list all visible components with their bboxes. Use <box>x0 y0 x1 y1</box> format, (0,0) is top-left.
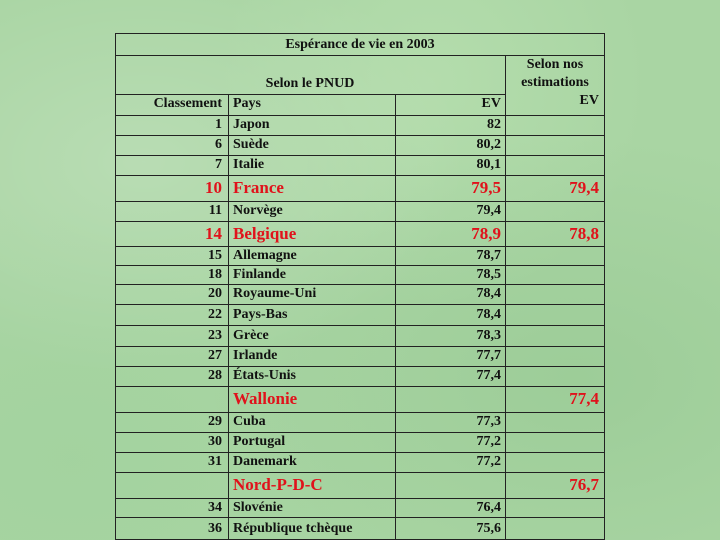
column-line <box>228 94 229 540</box>
country-cell: Danemark <box>233 454 297 469</box>
header-estimations-line1: Selon nos <box>526 57 584 72</box>
country-cell: Slovénie <box>233 500 283 515</box>
ev-cell: 79,5 <box>471 178 501 197</box>
row-line <box>115 472 605 473</box>
row-line <box>115 452 605 453</box>
country-cell: Irlande <box>233 348 278 363</box>
ev-cell: 78,7 <box>476 248 501 263</box>
rank-cell: 18 <box>208 267 222 282</box>
rank-cell: 23 <box>208 328 222 343</box>
rank-cell: 31 <box>208 454 222 469</box>
estimation-cell: 76,7 <box>569 475 599 494</box>
country-cell: Suède <box>233 137 269 152</box>
row-line <box>115 284 605 285</box>
country-cell: Italie <box>233 157 265 172</box>
frame-top <box>115 33 605 34</box>
rank-cell: 34 <box>208 500 222 515</box>
rank-cell: 14 <box>205 224 222 243</box>
row-line <box>115 498 605 499</box>
row-line <box>115 386 605 387</box>
country-cell: Nord-P-D-C <box>233 475 323 494</box>
life-expectancy-table <box>115 33 605 540</box>
ev-cell: 78,3 <box>476 328 501 343</box>
header-classement: Classement <box>153 96 222 111</box>
rank-cell: 1 <box>215 117 222 132</box>
country-cell: Cuba <box>233 414 266 429</box>
ev-cell: 75,6 <box>476 521 501 536</box>
header-line <box>115 55 605 56</box>
row-line <box>115 135 605 136</box>
row-line <box>115 346 605 347</box>
column-line <box>505 55 506 540</box>
row-line <box>115 325 605 326</box>
ev-cell: 76,4 <box>476 500 501 515</box>
row-line <box>115 155 605 156</box>
ev-cell: 78,5 <box>476 267 501 282</box>
row-line <box>115 517 605 518</box>
row-line <box>115 432 605 433</box>
header-line <box>115 94 505 95</box>
country-cell: France <box>233 178 284 197</box>
ev-cell: 77,4 <box>476 368 501 383</box>
header-pnud: Selon le PNUD <box>265 76 355 91</box>
rank-cell: 36 <box>208 521 222 536</box>
estimation-cell: 77,4 <box>569 389 599 408</box>
ev-cell: 77,2 <box>476 454 501 469</box>
ev-cell: 82 <box>487 117 501 132</box>
ev-cell: 80,2 <box>476 137 501 152</box>
row-line <box>115 201 605 202</box>
country-cell: Finlande <box>233 267 286 282</box>
rank-cell: 30 <box>208 434 222 449</box>
header-pays: Pays <box>233 96 261 111</box>
ev-cell: 77,3 <box>476 414 501 429</box>
country-cell: Norvège <box>233 203 283 218</box>
header-estimations-line2: estimations <box>521 75 589 90</box>
ev-cell: 80,1 <box>476 157 501 172</box>
row-line <box>115 366 605 367</box>
row-line <box>115 175 605 176</box>
country-cell: Allemagne <box>233 248 297 263</box>
row-line <box>115 412 605 413</box>
rank-cell: 10 <box>205 178 222 197</box>
ev-cell: 79,4 <box>476 203 501 218</box>
country-cell: Grèce <box>233 328 269 343</box>
country-cell: Royaume-Uni <box>233 286 317 301</box>
row-line <box>115 246 605 247</box>
rank-cell: 20 <box>208 286 222 301</box>
column-line <box>395 94 396 540</box>
estimation-cell: 78,8 <box>569 224 599 243</box>
country-cell: Belgique <box>233 224 297 243</box>
header-ev-pnud: EV <box>481 96 501 111</box>
rank-cell: 15 <box>208 248 222 263</box>
rank-cell: 28 <box>208 368 222 383</box>
row-line <box>115 115 605 116</box>
header-ev-estimations: EV <box>579 93 599 108</box>
country-cell: États-Unis <box>233 368 297 383</box>
country-cell: Japon <box>233 117 270 132</box>
rank-cell: 6 <box>215 137 222 152</box>
country-cell: Portugal <box>233 434 286 449</box>
frame-right <box>604 33 605 540</box>
estimation-cell: 79,4 <box>569 178 599 197</box>
row-line <box>115 265 605 266</box>
rank-cell: 22 <box>208 307 222 322</box>
country-cell: Pays-Bas <box>233 307 288 322</box>
rank-cell: 11 <box>208 203 222 218</box>
row-line <box>115 221 605 222</box>
ev-cell: 78,4 <box>476 307 501 322</box>
ev-cell: 77,2 <box>476 434 501 449</box>
frame-left <box>115 33 116 540</box>
country-cell: Wallonie <box>233 389 298 408</box>
row-line <box>115 304 605 305</box>
ev-cell: 78,9 <box>471 224 501 243</box>
rank-cell: 29 <box>208 414 222 429</box>
country-cell: République tchèque <box>233 521 353 536</box>
ev-cell: 78,4 <box>476 286 501 301</box>
rank-cell: 27 <box>208 348 222 363</box>
ev-cell: 77,7 <box>476 348 501 363</box>
table-title: Espérance de vie en 2003 <box>285 37 435 52</box>
rank-cell: 7 <box>215 157 222 172</box>
